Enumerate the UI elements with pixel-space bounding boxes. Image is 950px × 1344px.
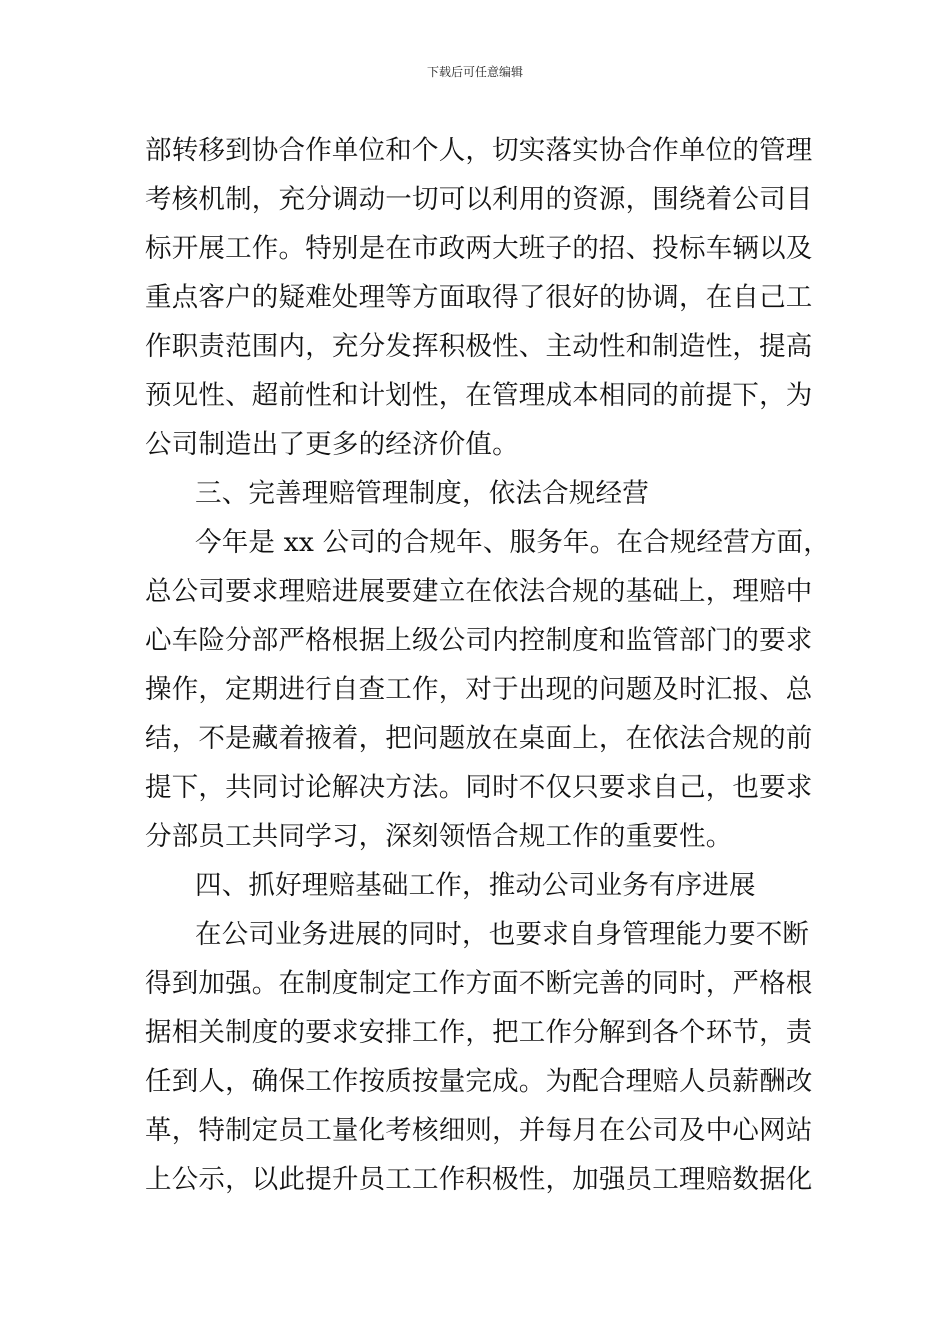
page-header: 下载后可任意编辑 (426, 65, 523, 79)
text-line: 结，不是藏着掖着，把问题放在桌面上，在依法合规的前 (145, 723, 813, 754)
text-line: 得到加强。在制度制定工作方面不断完善的同时，严格根 (145, 968, 813, 999)
section-heading: 三、完善理赔管理制度，依法合规经营 (195, 478, 649, 509)
text-line: 预见性、超前性和计划性，在管理成本相同的前提下，为 (145, 380, 813, 411)
text-line: 任到人，确保工作按质按量完成。为配合理赔人员薪酬改 (145, 1066, 813, 1097)
text-line: 重点客户的疑难处理等方面取得了很好的协调，在自己工 (145, 282, 813, 313)
paragraph-first-line: 在公司业务进展的同时，也要求自身管理能力要不断 (195, 919, 810, 950)
text-line: 考核机制，充分调动一切可以利用的资源，围绕着公司目 (145, 184, 813, 215)
text-line: 心车险分部严格根据上级公司内控制度和监管部门的要求 (145, 625, 813, 656)
section-heading: 四、抓好理赔基础工作，推动公司业务有序进展 (195, 870, 756, 901)
text-line: 据相关制度的要求安排工作，把工作分解到各个环节，责 (145, 1017, 813, 1048)
text-line: 上公示，以此提升员工工作积极性，加强员工理赔数据化 (145, 1164, 813, 1195)
paragraph-first-line: 今年是 xx 公司的合规年、服务年。在合规经营方面， (195, 527, 830, 558)
text-line: 提下，共同讨论解决方法。同时不仅只要求自己，也要求 (145, 772, 813, 803)
text-line: 操作，定期进行自查工作，对于出现的问题及时汇报、总 (145, 674, 813, 705)
text-line: 总公司要求理赔进展要建立在依法合规的基础上，理赔中 (145, 576, 813, 607)
text-line: 部转移到协合作单位和个人，切实落实协合作单位的管理 (145, 135, 813, 166)
text-line: 作职责范围内，充分发挥积极性、主动性和制造性，提高 (145, 331, 813, 362)
text-line: 革，特制定员工量化考核细则，并每月在公司及中心网站 (145, 1115, 813, 1146)
text-line: 标开展工作。特别是在市政两大班子的招、投标车辆以及 (145, 233, 813, 264)
text-line: 分部员工共同学习，深刻领悟合规工作的重要性。 (145, 821, 733, 852)
document-body (145, 126, 830, 1204)
text-line: 公司制造出了更多的经济价值。 (145, 429, 519, 460)
